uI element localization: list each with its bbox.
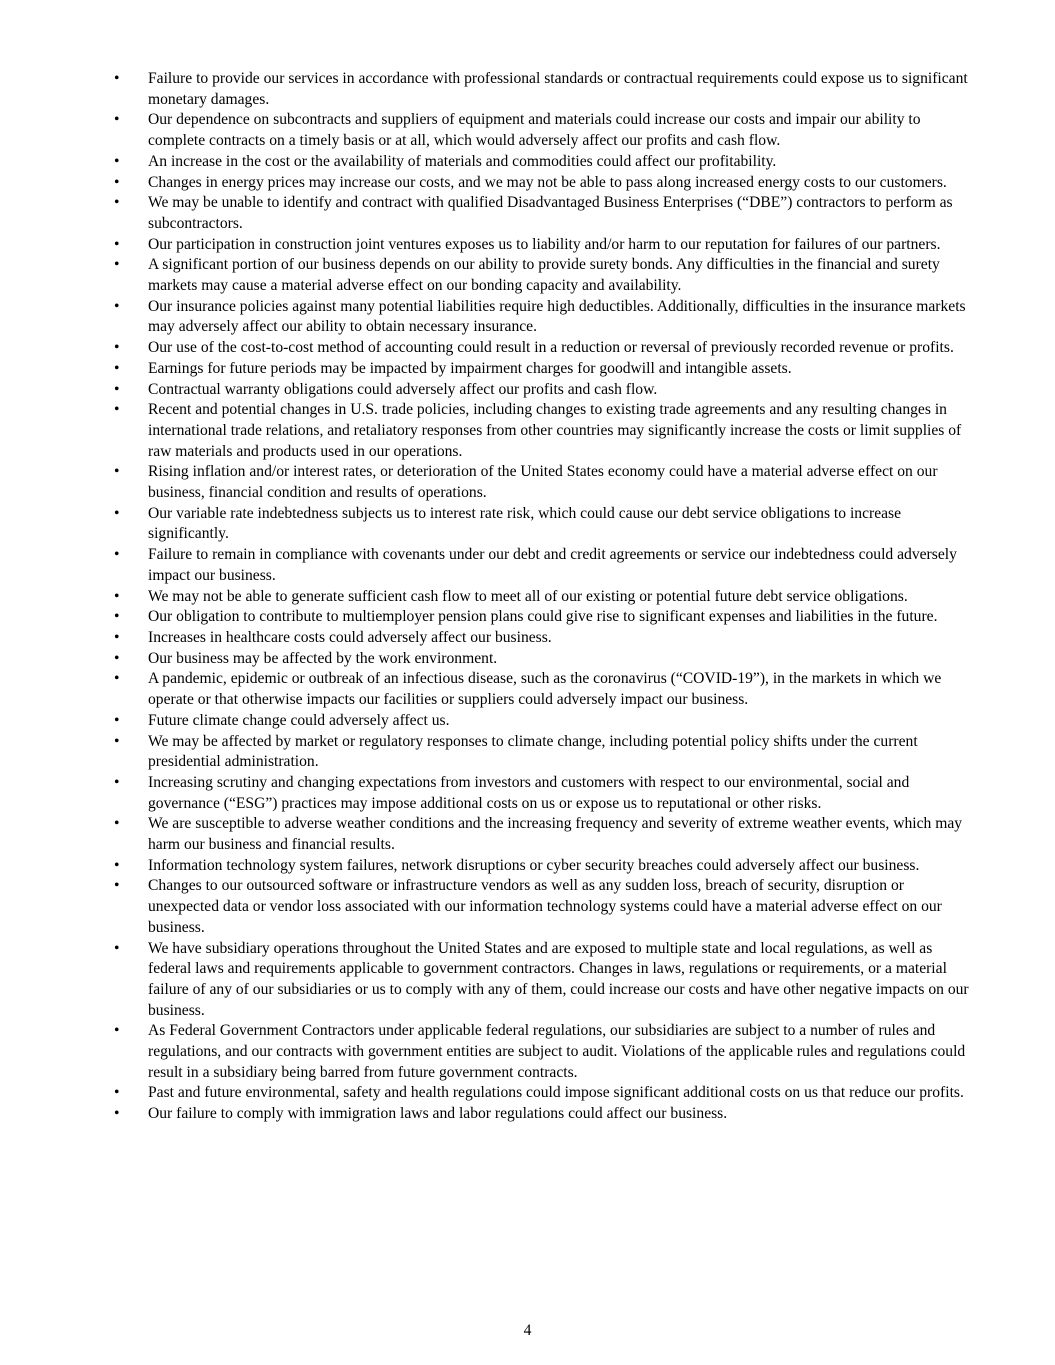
risk-factor-item: [114, 152, 976, 173]
bullet-icon: •: [114, 401, 120, 419]
bullet-icon: •: [114, 773, 120, 791]
risk-factor-item: [114, 649, 976, 670]
bullet-icon: •: [114, 463, 120, 481]
risk-factor-text: Our failure to comply with immigration laws and labor regulations could affect our business.: [148, 1105, 728, 1123]
risk-factor-text: A significant portion of our business depends on our ability to provide surety bonds. Any difficulties in the financial and surety markets may cause a material adverse effect on our bonding capacity and availability.: [148, 256, 940, 295]
risk-factor-text: Our insurance policies against many potential liabilities require high deductibles. Additionally, difficulties in the insurance markets may adversely affect our ability to obtain necessary insurance.: [148, 297, 966, 336]
bullet-icon: •: [114, 339, 120, 357]
bullet-icon: •: [114, 359, 120, 377]
risk-factor-text: We are susceptible to adverse weather conditions and the increasing frequency and severity of extreme weather events, which may harm our business and financial results.: [148, 815, 963, 854]
bullet-icon: •: [114, 608, 120, 626]
bullet-icon: •: [114, 815, 120, 833]
risk-factor-text: Changes to our outsourced software or infrastructure vendors as well as any sudden loss, breach of security, disruption or unexpected data or vendor loss associated with our information technology systems could have a material adverse effect on our business.: [148, 877, 942, 936]
bullet-icon: •: [114, 877, 120, 895]
bullet-icon: •: [114, 1105, 120, 1123]
risk-factor-item: [114, 545, 976, 586]
risk-factor-item: [114, 400, 976, 462]
risk-factor-item: [114, 939, 976, 1022]
risk-factor-text: Our obligation to contribute to multiemployer pension plans could give rise to significant expenses and liabilities in the future.: [148, 608, 938, 626]
risk-factor-text: Our dependence on subcontracts and suppliers of equipment and materials could increase our costs and impair our ability to complete contracts on a timely basis or at all, which would adversely affect our profits and cash flow.: [148, 111, 921, 150]
bullet-icon: •: [114, 732, 120, 750]
bullet-icon: •: [114, 587, 120, 605]
risk-factor-item: [114, 255, 976, 296]
risk-factor-text: Failure to remain in compliance with covenants under our debt and credit agreements or service our indebtedness could adversely impact our business.: [148, 546, 957, 584]
bullet-icon: •: [114, 1022, 120, 1040]
risk-factor-text: As Federal Government Contractors under applicable federal regulations, our subsidiaries are subject to a number of rules and regulations, and our contracts with government entities are subject to audit. Violations of the applicable rules and regulations could result in a subsidiary being barred from future government contracts.: [148, 1022, 966, 1081]
risk-factor-text: Rising inflation and/or interest rates, or deterioration of the United States economy could have a material adverse effect on our business, financial condition and results of operations.: [148, 463, 938, 502]
risk-factor-item: [114, 338, 976, 359]
risk-factor-text: Our participation in construction joint ventures exposes us to liability and/or harm to our reputation for failures of our partners.: [148, 235, 941, 253]
risk-factor-text: We have subsidiary operations throughout the United States and are exposed to multiple state and local regulations, as well as federal laws and requirements applicable to government contractors. Changes in laws, regulations or requirements, or a material failure of any of our subsidiaries or us to comply with any of them, could increase our costs and have other negative impacts on our business.: [148, 939, 969, 1019]
risk-factor-item: [114, 876, 976, 938]
risk-factor-item: [114, 380, 976, 401]
bullet-icon: •: [114, 856, 120, 874]
bullet-icon: •: [114, 194, 120, 212]
bullet-icon: •: [114, 297, 120, 315]
risk-factor-item: [114, 504, 976, 545]
risk-factor-item: [114, 669, 976, 710]
bullet-icon: •: [114, 70, 120, 87]
risk-factor-text: Contractual warranty obligations could adversely affect our profits and cash flow.: [148, 380, 658, 398]
risk-factor-text: Past and future environmental, safety and health regulations could impose significant additional costs on us that reduce our profits.: [148, 1084, 964, 1102]
risk-factor-text: Future climate change could adversely affect us.: [148, 711, 450, 729]
risk-factor-item: [114, 462, 976, 503]
risk-factor-text: Increases in healthcare costs could adversely affect our business.: [148, 628, 552, 646]
risk-factor-item: [114, 1104, 976, 1125]
risk-factor-text: Recent and potential changes in U.S. trade policies, including changes to existing trade agreements and any resulting changes in international trade relations, and retaliatory responses from other countries may significantly increase the costs or limit supplies of raw materials and products used in our operations.: [148, 401, 962, 460]
risk-factor-text: We may not be able to generate sufficient cash flow to meet all of our existing or potential future debt service obligations.: [148, 587, 908, 605]
bullet-icon: •: [114, 546, 120, 564]
risk-factor-text: Earnings for future periods may be impacted by impairment charges for goodwill and intangible assets.: [148, 359, 792, 377]
risk-factor-item: [114, 1021, 976, 1083]
risk-factor-text: We may be affected by market or regulatory responses to climate change, including potential policy shifts under the current presidential administration.: [148, 732, 918, 771]
bullet-icon: •: [114, 256, 120, 274]
risk-factor-text: A pandemic, epidemic or outbreak of an infectious disease, such as the coronavirus (“COVID-19”), in the markets in which we operate or that otherwise impacts our facilities or suppliers could adversely impact our business.: [148, 670, 942, 709]
risk-factor-text: Our use of the cost-to-cost method of accounting could result in a reduction or reversal of previously recorded revenue or profits.: [148, 339, 954, 357]
risk-factor-text: Failure to provide our services in accordance with professional standards or contractual requirements could expose us to significant monetary damages.: [148, 70, 968, 108]
bullet-icon: •: [114, 1084, 120, 1102]
risk-factor-list: [114, 69, 976, 1125]
risk-factor-text: We may be unable to identify and contract with qualified Disadvantaged Business Enterprises (“DBE”) contractors to perform as subcontractors.: [148, 194, 953, 232]
page-number: 4: [523, 1322, 532, 1339]
risk-factor-item: [114, 193, 976, 234]
bullet-icon: •: [114, 111, 120, 129]
bullet-icon: •: [114, 380, 120, 398]
bullet-icon: •: [114, 504, 120, 522]
bullet-icon: •: [114, 670, 120, 688]
risk-factor-item: [114, 607, 976, 628]
risk-factor-text: Our variable rate indebtedness subjects us to interest rate risk, which could cause our debt service obligations to increase significantly.: [148, 504, 902, 543]
bullet-icon: •: [114, 173, 120, 191]
bullet-icon: •: [114, 152, 120, 170]
risk-factor-item: [114, 732, 976, 773]
bullet-icon: •: [114, 649, 120, 667]
bullet-icon: •: [114, 711, 120, 729]
risk-factor-item: [114, 359, 976, 380]
risk-factor-item: [114, 235, 976, 256]
risk-factor-item: [114, 711, 976, 732]
risk-factor-item: [114, 173, 976, 194]
bullet-icon: •: [114, 939, 120, 957]
risk-factor-text: Increasing scrutiny and changing expectations from investors and customers with respect to our environmental, social and governance (“ESG”) practices may impose additional costs on us or expose us to reputational or other risks.: [148, 773, 910, 812]
risk-factor-text: Information technology system failures, network disruptions or cyber security breaches could adversely affect our business.: [148, 856, 920, 874]
risk-factor-item: [114, 773, 976, 814]
risk-factor-item: [114, 628, 976, 649]
risk-factor-item: [114, 110, 976, 151]
risk-factor-item: [114, 1083, 976, 1104]
risk-factor-item: [114, 69, 976, 110]
risk-factor-item: [114, 856, 976, 877]
risk-factor-text: Our business may be affected by the work environment.: [148, 649, 498, 667]
risk-factor-item: [114, 814, 976, 855]
risk-factor-text: Changes in energy prices may increase our costs, and we may not be able to pass along increased energy costs to our customers.: [148, 173, 947, 191]
bullet-icon: •: [114, 235, 120, 253]
risk-factor-item: [114, 297, 976, 338]
risk-factor-text: An increase in the cost or the availability of materials and commodities could affect our profitability.: [148, 152, 777, 170]
risk-factor-item: [114, 587, 976, 608]
bullet-icon: •: [114, 628, 120, 646]
